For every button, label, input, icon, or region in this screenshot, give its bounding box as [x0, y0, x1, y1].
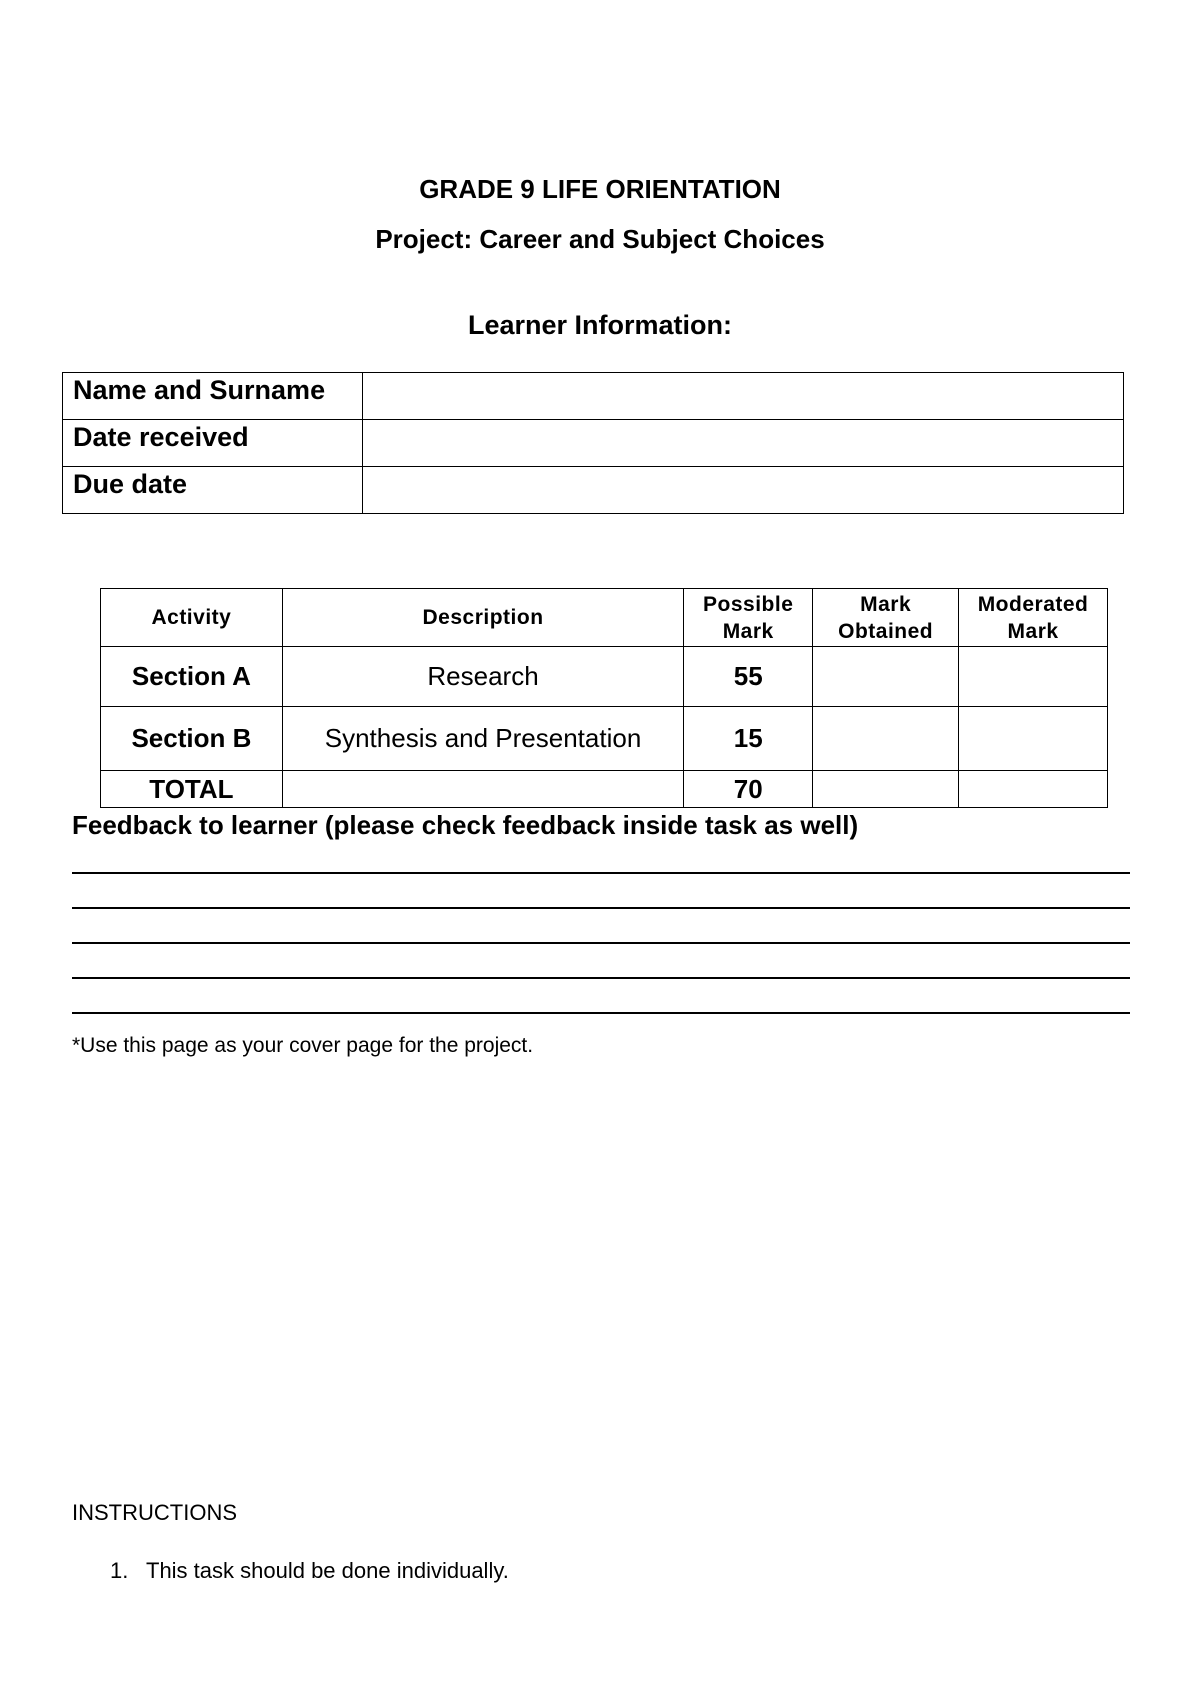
feedback-line[interactable]: [72, 1012, 1130, 1014]
possible-mark-cell: 15: [684, 707, 813, 771]
description-cell: Synthesis and Presentation: [282, 707, 683, 771]
activity-header: Activity: [101, 589, 283, 647]
learner-info-heading: Learner Information:: [467, 310, 733, 340]
name-surname-field[interactable]: [363, 373, 1124, 420]
total-mark-obtained-cell[interactable]: [813, 771, 959, 808]
feedback-line[interactable]: [72, 977, 1130, 979]
possible-mark-cell: 55: [684, 647, 813, 707]
instruction-item: [110, 1558, 509, 1584]
moderated-mark-cell[interactable]: [959, 707, 1108, 771]
feedback-line[interactable]: [72, 907, 1130, 909]
mark-obtained-header: Mark Obtained: [813, 589, 959, 647]
moderated-mark-cell[interactable]: [959, 647, 1108, 707]
total-moderated-mark-cell[interactable]: [959, 771, 1108, 808]
feedback-heading: Feedback to learner (please check feedback inside task as well): [72, 810, 859, 840]
description-cell: [282, 771, 683, 808]
total-label: TOTAL: [101, 771, 283, 808]
feedback-line[interactable]: [72, 872, 1130, 874]
project-subtitle: Project: Career and Subject Choices: [375, 224, 825, 254]
page-title: GRADE 9 LIFE ORIENTATION: [419, 174, 781, 204]
total-row: [101, 771, 1108, 808]
mark-obtained-cell[interactable]: [813, 707, 959, 771]
cover-page-note: *Use this page as your cover page for the project.: [72, 1034, 534, 1057]
due-date-field[interactable]: [363, 467, 1124, 514]
marks-header-row: [101, 589, 1108, 647]
instructions-heading: INSTRUCTIONS: [72, 1500, 237, 1525]
description-cell: Research: [282, 647, 683, 707]
instruction-text: This task should be done individually.: [146, 1558, 509, 1583]
table-row: [63, 373, 1124, 420]
possible-mark-header: Possible Mark: [684, 589, 813, 647]
table-row: [63, 420, 1124, 467]
activity-cell: Section B: [101, 707, 283, 771]
learner-info-table: [62, 372, 1124, 514]
feedback-line[interactable]: [72, 942, 1130, 944]
activity-cell: Section A: [101, 647, 283, 707]
table-row: [101, 647, 1108, 707]
date-received-label: Date received: [63, 420, 363, 467]
total-possible-mark: 70: [684, 771, 813, 808]
table-row: [63, 467, 1124, 514]
instruction-number: 1.: [110, 1558, 129, 1583]
marks-table: [100, 588, 1108, 808]
date-received-field[interactable]: [363, 420, 1124, 467]
mark-obtained-cell[interactable]: [813, 647, 959, 707]
name-surname-label: Name and Surname: [63, 373, 363, 420]
moderated-mark-header: Moderated Mark: [959, 589, 1108, 647]
table-row: [101, 707, 1108, 771]
description-header: Description: [282, 589, 683, 647]
due-date-label: Due date: [63, 467, 363, 514]
